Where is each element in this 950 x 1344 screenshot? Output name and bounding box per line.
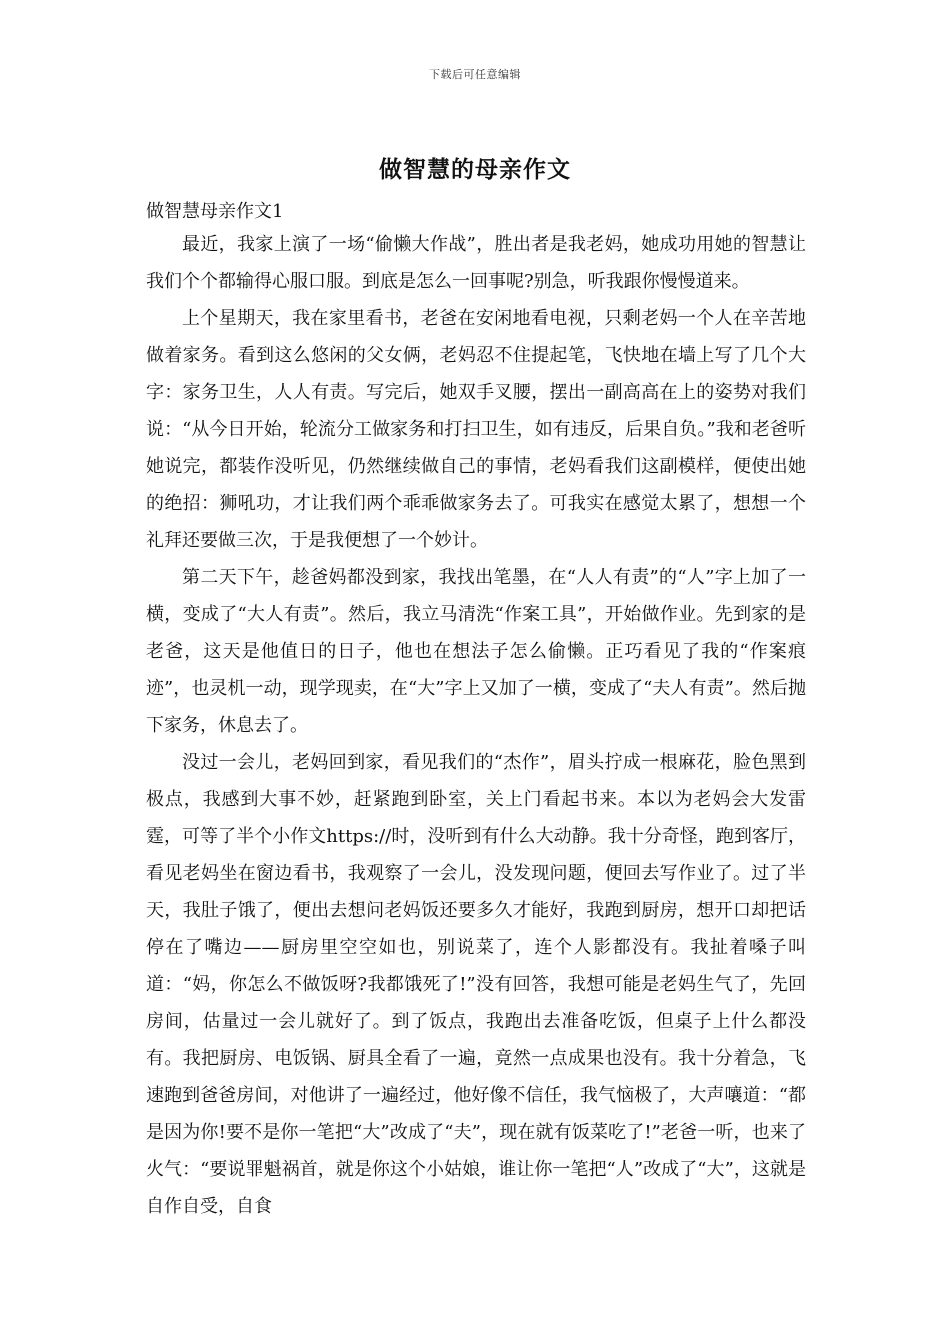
header-note: 下载后可任意编辑 [429, 68, 521, 81]
document-title: 做智慧的母亲作文 [379, 156, 571, 183]
essay-subtitle: 做智慧母亲作文1 [146, 201, 284, 222]
paragraph-3: 第二天下午，趁爸妈都没到家，我找出笔墨，在“人人有责”的“人”字上加了一横，变成了“大人有责”。然后，我立马清洗“作案工具”，开始做作业。先到家的是老爸，这天是他值日的日子，他也在想法子怎么偷懒。正巧看见了我的“作案痕迹”，也灵机一动，现学现卖，在“大”字上又加了一横，变成了“夫人有责”。然后抛下家务，休息去了。 [146, 567, 806, 736]
paragraph-2: 上个星期天，我在家里看书，老爸在安闲地看电视，只剩老妈一个人在辛苦地做着家务。看到这么悠闲的父女俩，老妈忍不住提起笔，飞快地在墙上写了几个大字：家务卫生，人人有责。写完后，她双手叉腰，摆出一副高高在上的姿势对我们说：“从今日开始，轮流分工做家务和打扫卫生，如有违反，后果自负。”我和老爸听她说完，都装作没听见，仍然继续做自己的事情，老妈看我们这副模样，便使出她的绝招：狮吼功，才让我们两个乖乖做家务去了。可我实在感觉太累了，想想一个礼拜还要做三次，于是我便想了一个妙计。 [146, 308, 806, 551]
paragraph-1: 最近，我家上演了一场“偷懒大作战”，胜出者是我老妈，她成功用她的智慧让我们个个都输得心服口服。到底是怎么一回事呢?别急，听我跟你慢慢道来。 [146, 234, 806, 292]
document-body [146, 198, 806, 1225]
paragraph-4: 没过一会儿，老妈回到家，看见我们的“杰作”，眉头拧成一根麻花，脸色黑到极点，我感到大事不妙，赶紧跑到卧室，关上门看起书来。本以为老妈会大发雷霆，可等了半个小作文https://时，没听到有什么大动静。我十分奇怪，跑到客厅，看见老妈坐在窗边看书，我观察了一会儿，没发现问题，便回去写作业了。过了半天，我肚子饿了，便出去想问老妈饭还要多久才能好，我跑到厨房，想开口却把话停在了嘴边——厨房里空空如也，别说菜了，连个人影都没有。我扯着嗓子叫道：“妈，你怎么不做饭呀?我都饿死了!”没有回答，我想可能是老妈生气了，先回房间，估量过一会儿就好了。到了饭点，我跑出去准备吃饭，但桌子上什么都没有。我把厨房、电饭锅、厨具全看了一遍，竟然一点成果也没有。我十分着急，飞速跑到爸爸房间，对他讲了一遍经过，他好像不信任，我气恼极了，大声嚷道：“都是因为你!要不是你一笔把“大”改成了“夫”，现在就有饭菜吃了!”老爸一听，也来了火气：“要说罪魁祸首，就是你这个小姑娘，谁让你一笔把“人”改成了“大”，这就是自作自受，自食 [146, 752, 806, 1217]
